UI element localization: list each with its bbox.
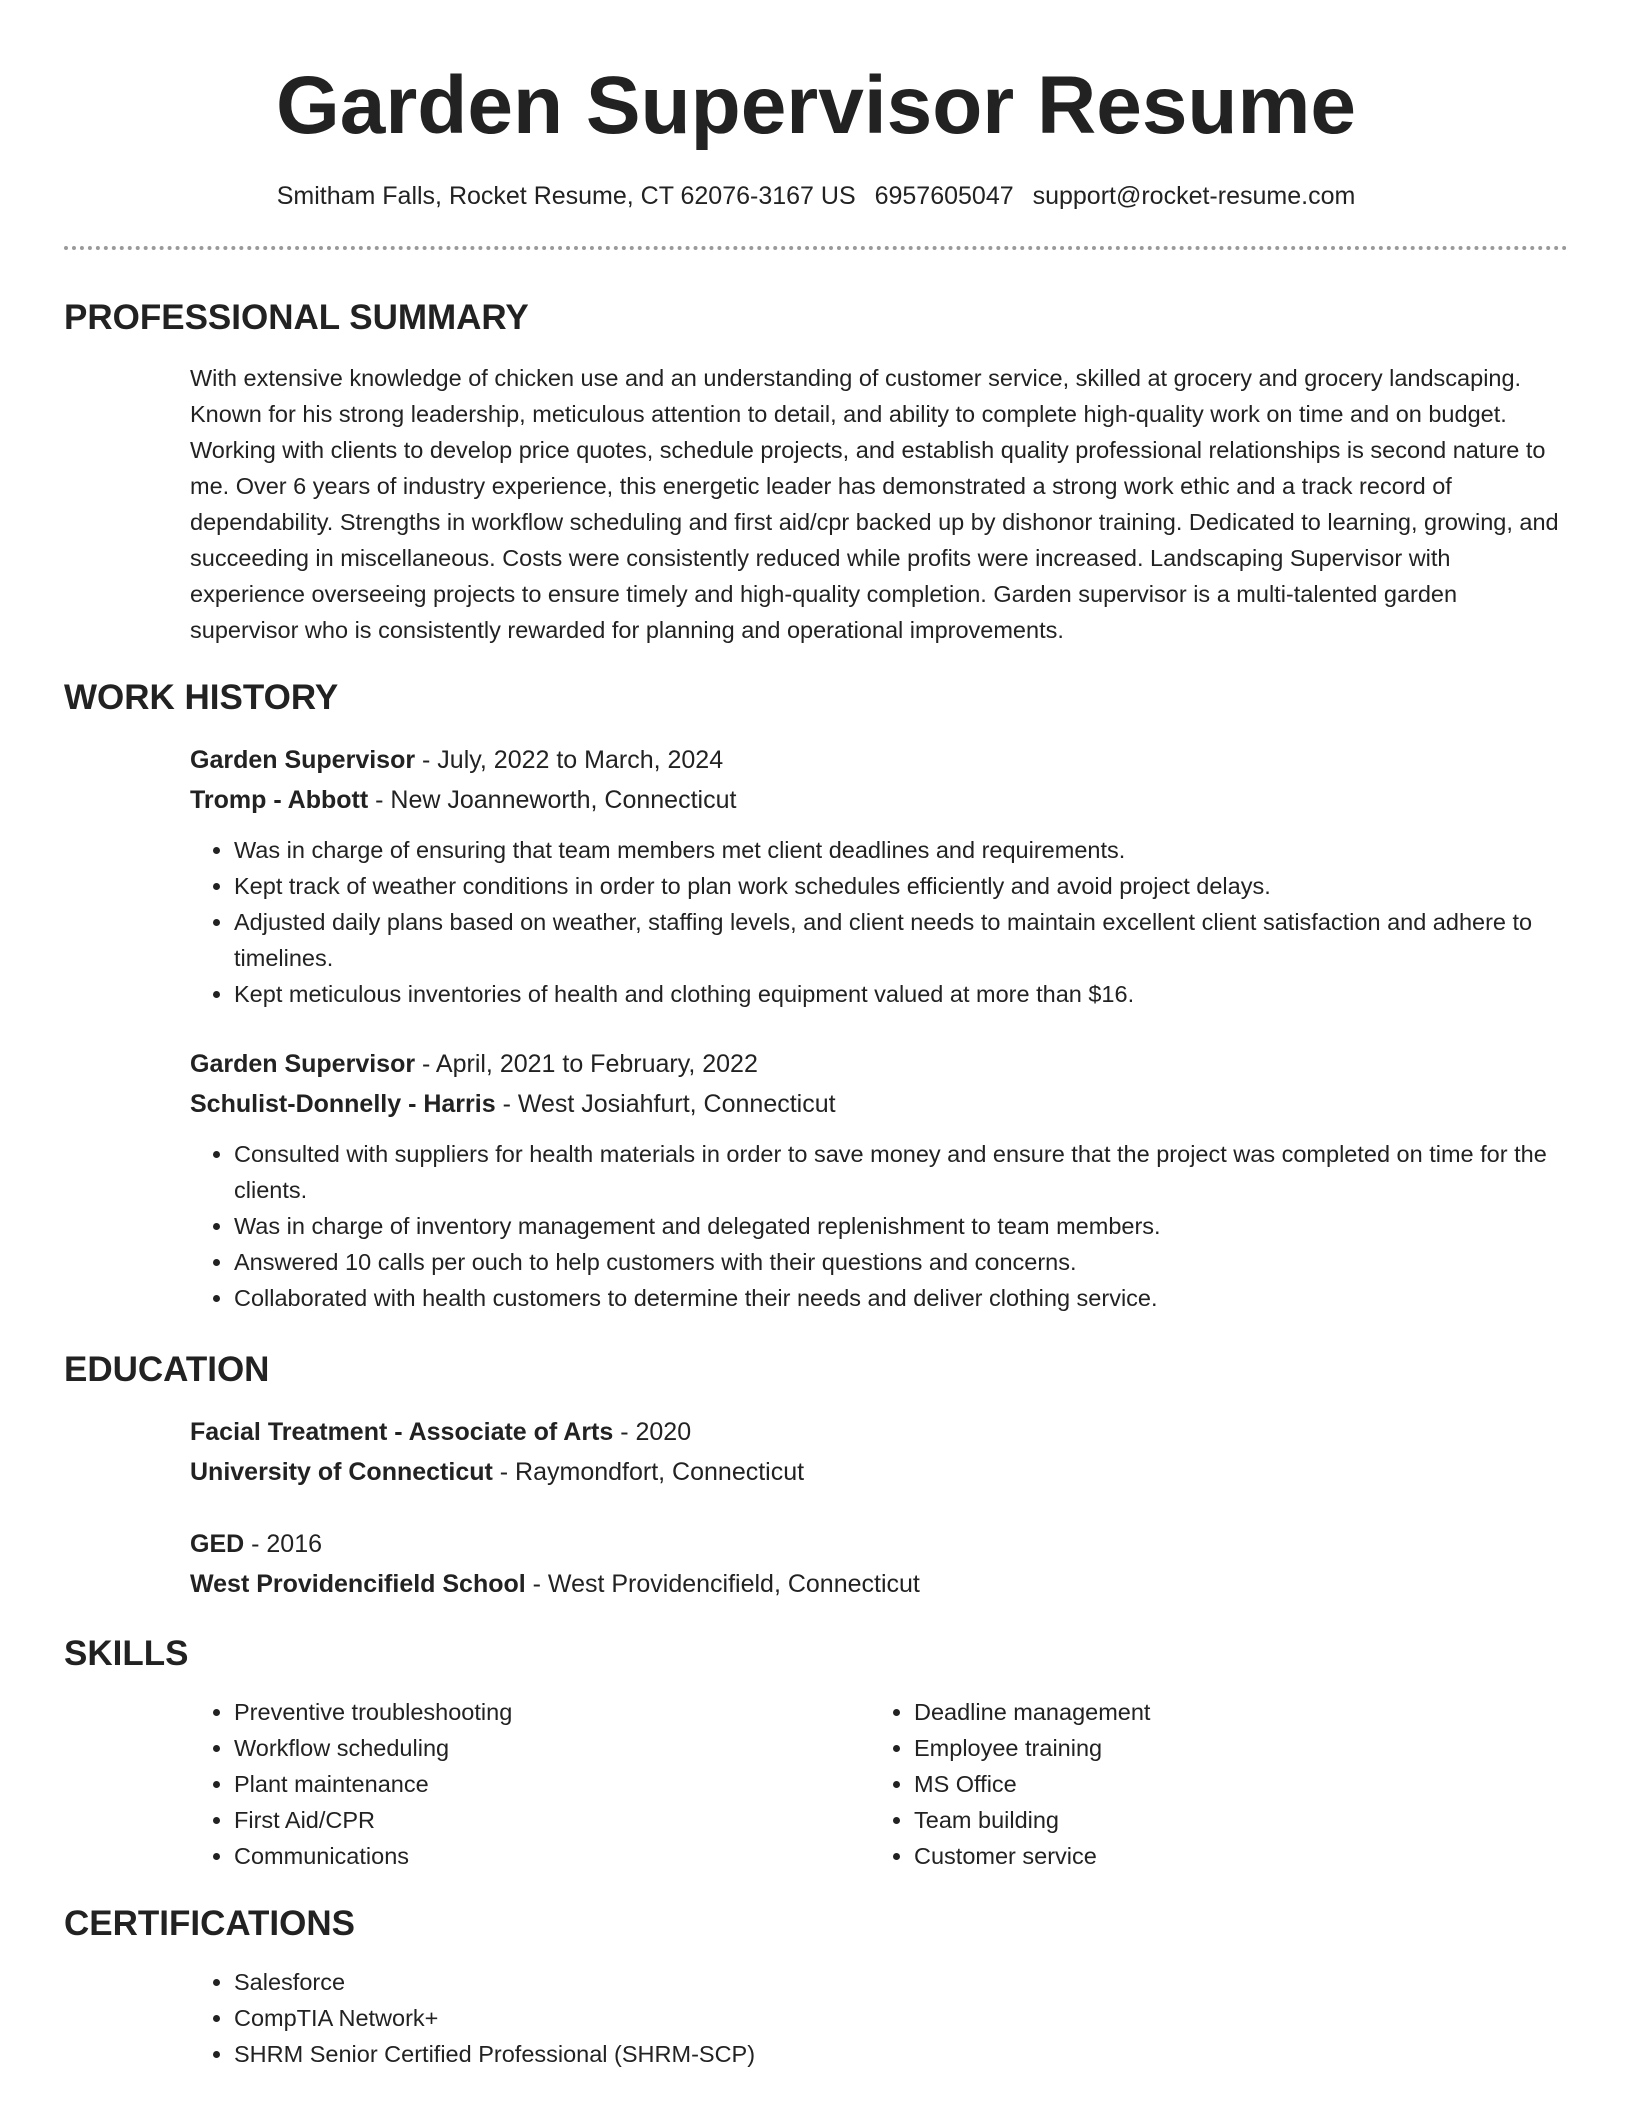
skill-item: • Workflow scheduling xyxy=(234,1730,870,1766)
education-location: - West Providencifield, Connecticut xyxy=(525,1570,920,1598)
job-bullet: • Kept meticulous inventories of health and clothing equipment valued at more than $16. xyxy=(234,976,1568,1012)
education-degree: Facial Treatment - Associate of Arts xyxy=(190,1418,614,1446)
job-bullet: • Was in charge of inventory management and delegated replenishment to team members. xyxy=(234,1208,1568,1244)
job-bullet: • Answered 10 calls per ouch to help customers with their questions and concerns. xyxy=(234,1244,1568,1280)
skill-item: • Communications xyxy=(234,1838,870,1874)
certification-item: • CompTIA Network+ xyxy=(234,2000,1568,2036)
education-degree-line xyxy=(190,1412,1568,1452)
skill-item: • Preventive troubleshooting xyxy=(234,1694,870,1730)
contact-email: support@rocket-resume.com xyxy=(1032,182,1356,210)
job-bullet: • Consulted with suppliers for health materials in order to save money and ensure that the project was completed on time for the clients. xyxy=(234,1136,1568,1208)
job-company: Tromp - Abbott xyxy=(190,786,369,814)
job-dates: - July, 2022 to March, 2024 xyxy=(415,746,724,774)
education-school-line xyxy=(190,1452,1568,1492)
skill-item: • Customer service xyxy=(914,1838,1550,1874)
job-dates: - April, 2021 to February, 2022 xyxy=(415,1050,758,1078)
work-history-heading: WORK HISTORY xyxy=(64,678,339,717)
skill-item: • Team building xyxy=(914,1802,1550,1838)
resume-page xyxy=(64,0,1568,2072)
education-year: - 2020 xyxy=(613,1418,692,1446)
job-bullet: • Was in charge of ensuring that team members met client deadlines and requirements. xyxy=(234,832,1568,868)
job-location: - West Josiahfurt, Connecticut xyxy=(495,1090,836,1118)
job-bullet: • Collaborated with health customers to determine their needs and deliver clothing service. xyxy=(234,1280,1568,1316)
education-degree-line xyxy=(190,1524,1568,1564)
job-title-line xyxy=(190,1044,1568,1084)
job-company-line xyxy=(190,780,1568,820)
job-title-line xyxy=(190,740,1568,780)
skills-column-right xyxy=(870,1694,1550,1874)
job-bullet: • Adjusted daily plans based on weather, staffing levels, and client needs to maintain excellent client satisfaction and adhere to timelines. xyxy=(234,904,1568,976)
certification-item: • SHRM Senior Certified Professional (SHRM-SCP) xyxy=(234,2036,1568,2072)
job-role: Garden Supervisor xyxy=(190,1050,416,1078)
job-company-line xyxy=(190,1084,1568,1124)
contact-line xyxy=(64,180,1568,212)
education-heading: EDUCATION xyxy=(64,1350,270,1389)
header-divider xyxy=(64,246,1568,250)
summary-text: With extensive knowledge of chicken use and an understanding of customer service, skilled at grocery and grocery landscaping. Known for his strong leadership, meticulous attention to detail, and ability to complete high-quality work on time and on budget. Working with clients to develop price quotes, schedule projects, and establish quality professional relationships is second nature to me. Over 6 years of industry experience, this energetic leader has demonstrated a strong work ethic and a track record of dependability. Strengths in workflow scheduling and first aid/cpr backed up by dishonor training. Dedicated to learning, growing, and succeeding in miscellaneous. Costs were consistently reduced while profits were increased. Landscaping Supervisor with experience overseeing projects to ensure timely and high-quality completion. Garden supervisor is a multi-talented garden supervisor who is consistently rewarded for planning and operational improvements. xyxy=(190,365,1559,643)
summary-heading: PROFESSIONAL SUMMARY xyxy=(64,298,529,337)
skills-list xyxy=(190,1694,1568,1874)
certification-item: • Salesforce xyxy=(234,1964,1568,2000)
skill-item: • First Aid/CPR xyxy=(234,1802,870,1838)
skill-item: • Deadline management xyxy=(914,1694,1550,1730)
contact-phone: 6957605047 xyxy=(874,182,1014,210)
job-bullet: • Kept track of weather conditions in order to plan work schedules efficiently and avoid project delays. xyxy=(234,868,1568,904)
education-year: - 2016 xyxy=(244,1530,323,1558)
certifications-heading: CERTIFICATIONS xyxy=(64,1904,356,1943)
job-bullets xyxy=(190,832,1568,1012)
skill-item: • MS Office xyxy=(914,1766,1550,1802)
certifications-list xyxy=(190,1964,1568,2072)
job-company: Schulist-Donnelly - Harris xyxy=(190,1090,496,1118)
skills-column-left xyxy=(190,1694,870,1874)
education-degree: GED xyxy=(190,1530,245,1558)
skills-heading: SKILLS xyxy=(64,1634,189,1673)
skill-item: • Plant maintenance xyxy=(234,1766,870,1802)
job-entry xyxy=(190,740,1568,1012)
work-history-list xyxy=(190,740,1568,1316)
job-role: Garden Supervisor xyxy=(190,746,416,774)
certifications-bullets xyxy=(190,1964,1568,2072)
education-entry xyxy=(190,1524,1568,1604)
job-entry xyxy=(190,1044,1568,1316)
skill-item: • Employee training xyxy=(914,1730,1550,1766)
resume-title: Garden Supervisor Resume xyxy=(275,60,1357,151)
education-location: - Raymondfort, Connecticut xyxy=(492,1458,805,1486)
education-school: University of Connecticut xyxy=(190,1458,493,1486)
education-list xyxy=(190,1412,1568,1604)
job-location: - New Joanneworth, Connecticut xyxy=(368,786,737,814)
education-school: West Providencifield School xyxy=(190,1570,526,1598)
education-school-line xyxy=(190,1564,1568,1604)
job-bullets xyxy=(190,1136,1568,1316)
contact-address: Smitham Falls, Rocket Resume, CT 62076-3167 US xyxy=(276,182,856,210)
education-entry xyxy=(190,1412,1568,1492)
